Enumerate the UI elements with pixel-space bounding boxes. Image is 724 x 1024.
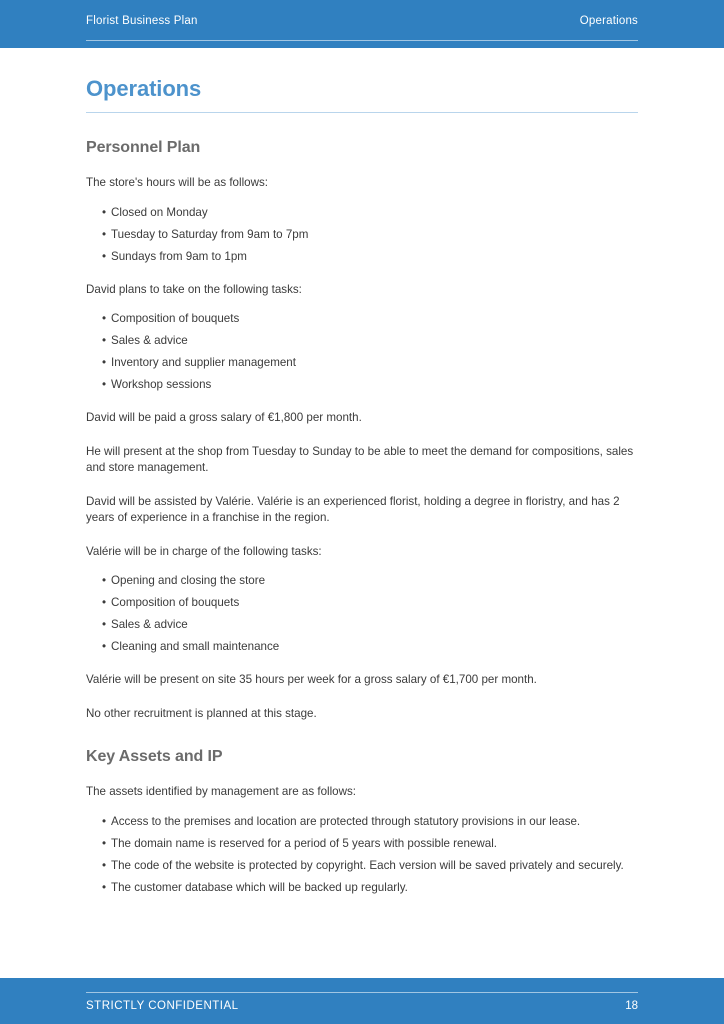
bullet-list	[86, 205, 638, 265]
list-item	[86, 355, 638, 371]
list-item	[86, 311, 638, 327]
bullet-icon: •	[102, 814, 107, 828]
section-personnel-plan	[86, 138, 638, 722]
paragraph: Valérie will be present on site 35 hours per week for a gross salary of €1,700 per month.	[86, 673, 537, 686]
list-item-label: The code of the website is protected by copyright. Each version will be saved privately and securely.	[111, 858, 624, 872]
list-item-label: Sales & advice	[111, 334, 188, 347]
footer-page-number: 18	[625, 1000, 638, 1012]
bullet-icon: •	[102, 205, 107, 219]
list-item	[86, 814, 638, 830]
list-item	[86, 249, 638, 265]
list-item	[86, 573, 638, 589]
list-item-label: Sundays from 9am to 1pm	[111, 249, 247, 263]
paragraph: The assets identified by management are as follows:	[86, 785, 357, 798]
bullet-icon: •	[102, 334, 107, 347]
list-item-label: Workshop sessions	[111, 378, 212, 391]
bullet-icon: •	[102, 596, 107, 609]
list-item	[86, 858, 638, 874]
bullet-list	[86, 311, 638, 393]
list-item	[86, 333, 638, 349]
list-item-label: Composition of bouquets	[111, 596, 240, 609]
list-item-label: The domain name is reserved for a period of 5 years with possible renewal.	[111, 836, 498, 850]
list-item	[86, 377, 638, 393]
paragraph: David plans to take on the following tasks:	[86, 282, 302, 296]
list-item	[86, 595, 638, 611]
list-item	[86, 227, 638, 243]
bullet-icon: •	[102, 312, 107, 325]
list-item-label: Composition of bouquets	[111, 312, 240, 325]
list-item-label: Cleaning and small maintenance	[111, 640, 280, 653]
bullet-icon: •	[102, 249, 107, 263]
bullet-icon: •	[102, 378, 107, 391]
section-heading: Personnel Plan	[86, 139, 201, 156]
bullet-icon: •	[102, 618, 107, 631]
bullet-icon: •	[102, 640, 107, 653]
paragraph: He will present at the shop from Tuesday to Sunday to be able to meet the demand for compositions, sales and store management.	[86, 444, 634, 474]
paragraph: David will be paid a gross salary of €1,800 per month.	[86, 411, 362, 424]
document-content	[86, 76, 638, 896]
header-inner	[86, 14, 638, 41]
list-item	[86, 639, 638, 655]
list-item-label: Access to the premises and location are protected through statutory provisions in our lease.	[111, 814, 581, 828]
list-item	[86, 836, 638, 852]
list-item	[86, 205, 638, 221]
list-item-label: Sales & advice	[111, 618, 188, 631]
section-key-assets-and-ip	[86, 747, 638, 896]
list-item-label: Inventory and supplier management	[111, 356, 296, 369]
paragraph: No other recruitment is planned at this stage.	[86, 706, 317, 720]
header-section-label: Operations	[579, 15, 638, 27]
bullet-icon: •	[102, 574, 107, 587]
list-item	[86, 880, 638, 896]
paragraph: David will be assisted by Valérie. Valérie is an experienced florist, holding a degree in floristry, and has 2 years of experience in a franchise in the region.	[86, 494, 620, 524]
footer-inner	[86, 992, 638, 1019]
paragraph: Valérie will be in charge of the following tasks:	[86, 544, 322, 558]
footer-confidentiality-notice: STRICTLY CONFIDENTIAL	[86, 1000, 239, 1012]
list-item-label: Closed on Monday	[111, 205, 208, 219]
page-footer	[0, 978, 724, 1024]
bullet-icon: •	[102, 858, 107, 872]
section-heading: Key Assets and IP	[86, 748, 223, 765]
bullet-icon: •	[102, 356, 107, 369]
bullet-list	[86, 814, 638, 896]
bullet-icon: •	[102, 880, 107, 894]
page-title: Operations	[86, 76, 638, 113]
list-item-label: Opening and closing the store	[111, 574, 266, 587]
list-item-label: The customer database which will be backed up regularly.	[111, 880, 408, 894]
page-header	[0, 0, 724, 48]
paragraph: The store's hours will be as follows:	[86, 176, 268, 189]
bullet-icon: •	[102, 836, 107, 850]
list-item	[86, 617, 638, 633]
bullet-list	[86, 573, 638, 655]
bullet-icon: •	[102, 227, 107, 241]
header-document-title: Florist Business Plan	[86, 15, 198, 27]
list-item-label: Tuesday to Saturday from 9am to 7pm	[111, 227, 309, 241]
